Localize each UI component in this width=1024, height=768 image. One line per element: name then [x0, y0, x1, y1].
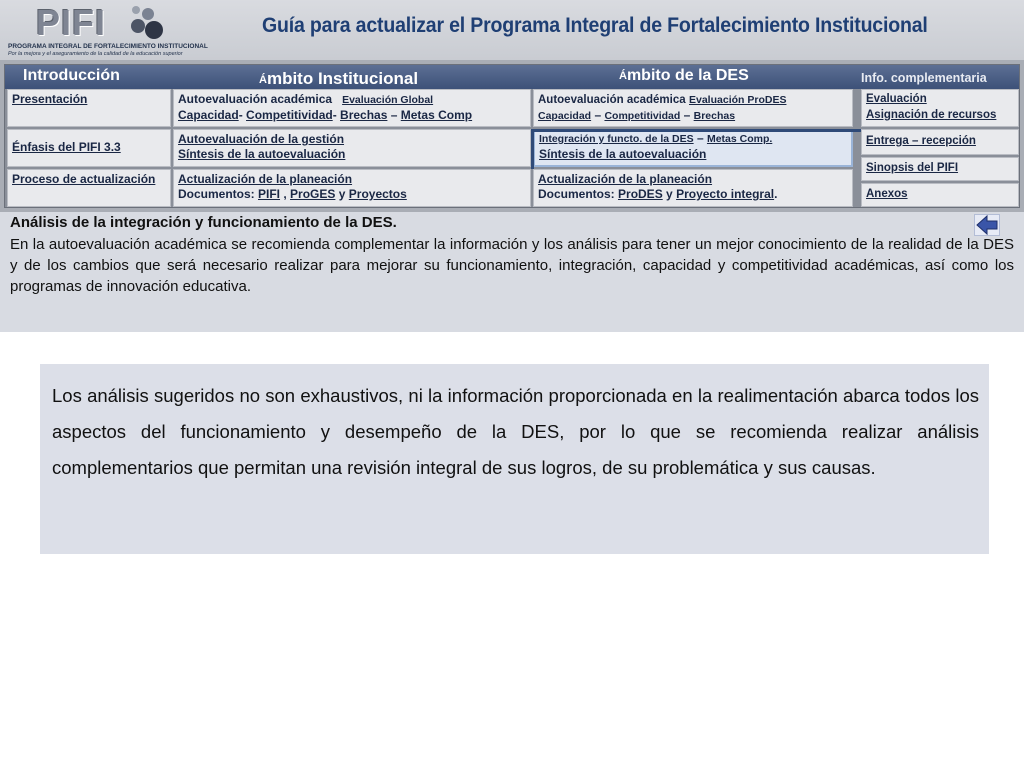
- navigation-grid: [4, 64, 1020, 208]
- section-description: En la autoevaluación académica se recomienda complementar la información y los análisis para tener un mejor conocimiento de la realidad de la DES y de los cambios que será necesario realizar para mejorar su funcionamiento, integración, capacidad y competitividad académicas, así como los programas de innovación educativa.: [10, 236, 1014, 295]
- link-anexos[interactable]: Anexos: [866, 188, 908, 200]
- link-metas-comp[interactable]: Metas Comp: [400, 108, 473, 122]
- link-des-brechas[interactable]: Brechas: [693, 110, 736, 122]
- label-y: y: [338, 187, 346, 201]
- link-evaluacion[interactable]: Evaluación: [866, 93, 927, 105]
- navigation-panel: [0, 60, 1024, 212]
- tab-info-complementaria[interactable]: Info. complementaria: [861, 71, 987, 85]
- pifi-logo: [4, 2, 208, 58]
- note-box: [40, 364, 989, 554]
- header: [0, 0, 1024, 60]
- nav-cell-proceso: [7, 169, 171, 207]
- tab-ambito-des[interactable]: [619, 67, 749, 85]
- note-text: Los análisis sugeridos no son exhaustivos, ni la información proporcionada en la realimentación abarca todos los aspectos del funcionamiento y desempeño de la DES, por lo que se recomienda realizar análisis complementarios que permitan una revisión integral de sus logros, de su problemática y sus causas.: [52, 385, 979, 478]
- tab-ambito-label: mbito Institucional: [266, 69, 419, 88]
- link-proceso-actualizacion[interactable]: Proceso de actualización: [12, 172, 156, 186]
- link-pifi[interactable]: PIFI: [258, 187, 281, 201]
- link-integracion-funcionamiento[interactable]: Integración y functo. de la DES: [539, 133, 694, 145]
- link-proges[interactable]: ProGES: [290, 187, 336, 201]
- tab-des-label: mbito de la DES: [626, 67, 749, 84]
- link-actualizacion-planeacion[interactable]: Actualización de la planeación: [178, 172, 353, 186]
- section-title: Análisis de la integración y funcionamiento de la DES.: [10, 214, 397, 231]
- link-proyecto-integral[interactable]: Proyecto integral: [676, 187, 775, 201]
- nav-cell-presentacion: [7, 89, 171, 127]
- nav-cell-integracion-selected: Integración y functo. de la DES – Metas Comp. Síntesis de la autoevaluación: [533, 129, 853, 167]
- selection-highlight: [531, 129, 861, 169]
- nav-cell-autoevaluacion-academica: Autoevaluación académica Evaluación Global Capacidad- Competitividad- Brechas – Metas Comp: [173, 89, 531, 127]
- tab-bar: [5, 65, 1019, 89]
- logo-subtitle: PROGRAMA INTEGRAL DE FORTALECIMIENTO INSTITUCIONAL: [8, 43, 208, 50]
- nav-cell-anexos: [861, 183, 1019, 207]
- tab-des-cap: Á: [619, 70, 627, 82]
- link-prodes[interactable]: ProDES: [618, 187, 663, 201]
- link-competitividad[interactable]: Competitividad: [246, 108, 333, 122]
- label-autoevaluacion-academica: Autoevaluación académica: [178, 92, 333, 106]
- link-sinopsis[interactable]: Sinopsis del PIFI: [866, 162, 959, 174]
- link-brechas[interactable]: Brechas: [340, 108, 388, 122]
- label-des-documentos: Documentos:: [538, 187, 615, 201]
- link-sintesis-des[interactable]: Síntesis de la autoevaluación: [539, 147, 707, 161]
- link-des-metas-comp[interactable]: Metas Comp.: [706, 133, 773, 145]
- nav-cell-enfasis: [7, 129, 171, 167]
- link-des-competitividad[interactable]: Competitividad: [604, 110, 681, 122]
- page-title: Guía para actualizar el Programa Integral de Fortalecimiento Institucional: [262, 14, 928, 37]
- link-des-actualizacion-planeacion[interactable]: Actualización de la planeación: [538, 172, 713, 186]
- label-documentos: Documentos:: [178, 187, 255, 201]
- tab-introduccion[interactable]: Introducción: [23, 67, 120, 84]
- tab-ambito-institucional[interactable]: [259, 69, 418, 89]
- nav-cell-evaluacion: [861, 89, 1019, 127]
- link-des-capacidad[interactable]: Capacidad: [538, 110, 592, 122]
- logo-dots-icon: [126, 4, 166, 44]
- link-autoevaluacion-gestion[interactable]: Autoevaluación de la gestión: [178, 132, 345, 146]
- nav-cell-planeacion-des: Actualización de la planeación Documentos: ProDES y Proyecto integral.: [533, 169, 853, 207]
- back-arrow-icon[interactable]: [974, 214, 1000, 236]
- link-entrega-recepcion[interactable]: Entrega – recepción: [866, 135, 976, 147]
- label-des-y: y: [666, 187, 673, 201]
- link-sintesis-institucional[interactable]: Síntesis de la autoevaluación: [178, 147, 346, 161]
- section-summary: [0, 212, 1024, 332]
- logo-word: PIFI: [36, 2, 107, 43]
- nav-cell-sinopsis: [861, 157, 1019, 181]
- link-proyectos[interactable]: Proyectos: [348, 187, 407, 201]
- link-evaluacion-global[interactable]: Evaluación Global: [342, 94, 434, 106]
- nav-cell-planeacion-institucional: Actualización de la planeación Documentos: PIFI , ProGES y Proyectos: [173, 169, 531, 207]
- link-enfasis[interactable]: Énfasis del PIFI 3.3: [12, 140, 121, 154]
- link-asignacion-recursos[interactable]: Asignación de recursos: [866, 109, 997, 121]
- label-autoevaluacion-des: Autoevaluación académica: [538, 94, 686, 106]
- link-evaluacion-prodes[interactable]: Evaluación ProDES: [689, 94, 787, 106]
- link-presentacion[interactable]: Presentación: [12, 92, 88, 106]
- link-capacidad[interactable]: Capacidad: [178, 108, 239, 122]
- logo-tagline: Por la mejora y el aseguramiento de la calidad de la educación superior: [8, 51, 183, 57]
- nav-cell-autoevaluacion-des: Autoevaluación académica Evaluación ProDES Capacidad – Competitividad – Brechas: [533, 89, 853, 127]
- nav-cell-entrega: [861, 129, 1019, 155]
- tab-ambito-cap: Á: [259, 74, 267, 86]
- nav-cell-autoevaluacion-gestion: [173, 129, 531, 167]
